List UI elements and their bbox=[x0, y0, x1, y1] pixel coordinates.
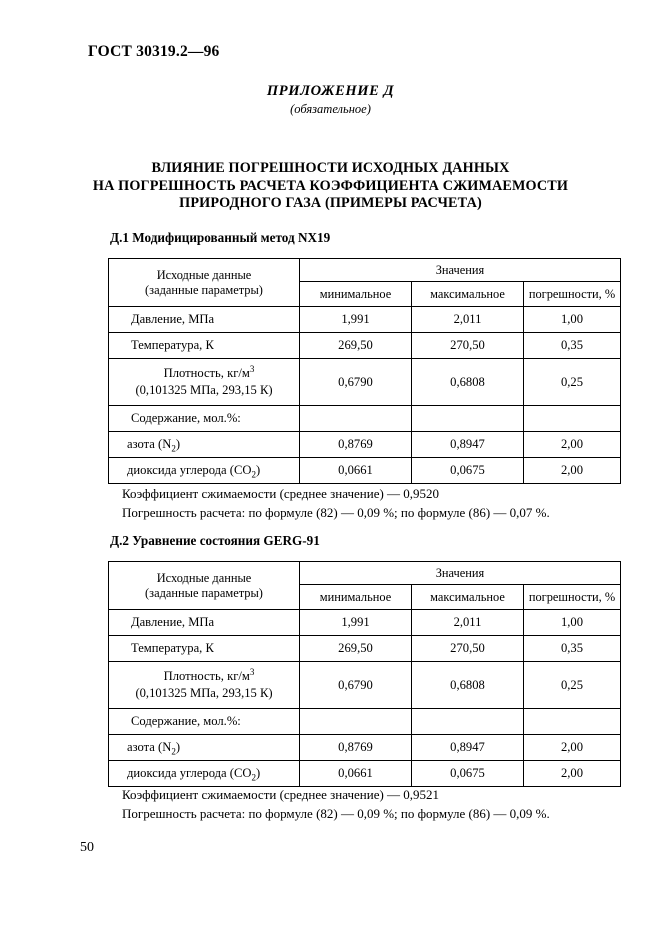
cell-min: 0,6790 bbox=[300, 359, 412, 406]
cell-min: 269,50 bbox=[300, 636, 412, 662]
table-row bbox=[109, 662, 621, 709]
column-header-error: погрешности, % bbox=[524, 585, 621, 610]
cell-error bbox=[524, 709, 621, 735]
table-row bbox=[109, 359, 621, 406]
table-body bbox=[109, 610, 621, 787]
cell-max: 270,50 bbox=[412, 636, 524, 662]
table-row bbox=[109, 761, 621, 787]
page-number: 50 bbox=[80, 840, 94, 855]
cell-max: 2,011 bbox=[412, 610, 524, 636]
table-header bbox=[109, 562, 621, 610]
row-label-temperature: Температура, К bbox=[109, 333, 300, 359]
cell-error: 2,00 bbox=[524, 432, 621, 458]
cell-error: 0,35 bbox=[524, 333, 621, 359]
section-heading-d1: Д.1 Модифицированный метод NX19 bbox=[110, 230, 331, 245]
cell-max bbox=[412, 406, 524, 432]
row-label-nitrogen: азота $(N_2)$ bbox=[109, 432, 300, 458]
table-row bbox=[109, 636, 621, 662]
row-label-nitrogen: азота $(N_2)$ bbox=[109, 735, 300, 761]
table-body bbox=[109, 307, 621, 484]
row-label-density-line-2: (0,101325 МПа, 293,15 К) bbox=[135, 686, 273, 700]
row-label-pressure: Давление, МПа bbox=[109, 307, 300, 333]
row-label-density bbox=[109, 359, 300, 406]
appendix-name: ПРИЛОЖЕНИЕ Д bbox=[266, 83, 395, 99]
row-label-content: Содержание, мол.%: bbox=[109, 406, 300, 432]
column-group-header-values: Значения bbox=[300, 562, 621, 585]
cell-max: 0,8947 bbox=[412, 735, 524, 761]
page-title bbox=[0, 160, 661, 213]
cell-error: 1,00 bbox=[524, 610, 621, 636]
cell-min: 0,8769 bbox=[300, 432, 412, 458]
row-label-density-line-1: Плотность, $кг/м^3$ bbox=[163, 363, 255, 380]
table-row bbox=[109, 333, 621, 359]
cell-min bbox=[300, 406, 412, 432]
table-row bbox=[109, 735, 621, 761]
table-row bbox=[109, 406, 621, 432]
row-label-density bbox=[109, 662, 300, 709]
cell-max bbox=[412, 709, 524, 735]
appendix-caption bbox=[0, 83, 661, 117]
note-compressibility-factor: Коэффициент сжимаемости (среднее значение) — 0,9521 bbox=[122, 787, 440, 802]
row-label-content: Содержание, мол.%: bbox=[109, 709, 300, 735]
row-label-carbon-dioxide: диоксида углерода $(СО_2)$ bbox=[109, 761, 300, 787]
row-label-pressure: Давление, МПа bbox=[109, 610, 300, 636]
table-row bbox=[109, 307, 621, 333]
standard-designation-header: ГОСТ 30319.2—96 bbox=[88, 43, 220, 60]
cell-max: 0,8947 bbox=[412, 432, 524, 458]
note-calculation-error: Погрешность расчета: по формуле (82) — 0,09 %; по формуле (86) — 0,09 %. bbox=[122, 805, 550, 821]
cell-min: 0,8769 bbox=[300, 735, 412, 761]
cell-min: 269,50 bbox=[300, 333, 412, 359]
section-heading-d2: Д.2 Уравнение состояния GERG-91 bbox=[110, 533, 320, 548]
row-label-temperature: Температура, К bbox=[109, 636, 300, 662]
column-group-header-values: Значения bbox=[300, 259, 621, 282]
column-header-params-line-1: Исходные данные bbox=[156, 267, 252, 282]
cell-max: 0,0675 bbox=[412, 761, 524, 787]
table-row bbox=[109, 432, 621, 458]
appendix-kind: (обязательное) bbox=[290, 102, 371, 116]
cell-min: 0,6790 bbox=[300, 662, 412, 709]
cell-error: 2,00 bbox=[524, 458, 621, 484]
column-header-max: максимальное bbox=[412, 282, 524, 307]
column-header-params-line-2: (заданные параметры) bbox=[145, 282, 263, 297]
cell-error: 1,00 bbox=[524, 307, 621, 333]
cell-error bbox=[524, 406, 621, 432]
column-header-max: максимальное bbox=[412, 585, 524, 610]
cell-min: 1,991 bbox=[300, 307, 412, 333]
cell-max: 0,6808 bbox=[412, 359, 524, 406]
cell-min bbox=[300, 709, 412, 735]
notes-nx19 bbox=[122, 485, 550, 522]
row-label-density-line-2: (0,101325 МПа, 293,15 К) bbox=[135, 383, 273, 397]
row-label-carbon-dioxide: диоксида углерода $(СО_2)$ bbox=[109, 458, 300, 484]
cell-max: 0,0675 bbox=[412, 458, 524, 484]
column-header-params-line-2: (заданные параметры) bbox=[145, 585, 263, 600]
cell-error: 2,00 bbox=[524, 735, 621, 761]
table-row bbox=[109, 709, 621, 735]
cell-error: 0,25 bbox=[524, 662, 621, 709]
column-header-params-line-1: Исходные данные bbox=[156, 570, 252, 585]
page-title-line-3: ПРИРОДНОГО ГАЗА (ПРИМЕРЫ РАСЧЕТА) bbox=[179, 195, 482, 212]
column-header-min: минимальное bbox=[300, 585, 412, 610]
page-title-line-1: ВЛИЯНИЕ ПОГРЕШНОСТИ ИСХОДНЫХ ДАННЫХ bbox=[151, 160, 510, 176]
column-header-params bbox=[109, 562, 300, 610]
column-header-params bbox=[109, 259, 300, 307]
column-header-min: минимальное bbox=[300, 282, 412, 307]
column-header-error: погрешности, % bbox=[524, 282, 621, 307]
table-row bbox=[109, 458, 621, 484]
cell-min: 1,991 bbox=[300, 610, 412, 636]
cell-error: 2,00 bbox=[524, 761, 621, 787]
table-row bbox=[109, 610, 621, 636]
cell-max: 2,011 bbox=[412, 307, 524, 333]
cell-min: 0,0661 bbox=[300, 458, 412, 484]
cell-max: 270,50 bbox=[412, 333, 524, 359]
note-compressibility-factor: Коэффициент сжимаемости (среднее значение) — 0,9520 bbox=[122, 486, 440, 501]
page-title-line-2: НА ПОГРЕШНОСТЬ РАСЧЕТА КОЭФФИЦИЕНТА СЖИМАЕМОСТИ bbox=[92, 177, 569, 194]
table-header bbox=[109, 259, 621, 307]
cell-error: 0,35 bbox=[524, 636, 621, 662]
cell-max: 0,6808 bbox=[412, 662, 524, 709]
table-nx19 bbox=[108, 258, 621, 484]
note-calculation-error: Погрешность расчета: по формуле (82) — 0,09 %; по формуле (86) — 0,07 %. bbox=[122, 504, 550, 520]
table-gerg91 bbox=[108, 561, 621, 787]
cell-error: 0,25 bbox=[524, 359, 621, 406]
notes-gerg91 bbox=[122, 786, 550, 823]
row-label-density-line-1: Плотность, $кг/м^3$ bbox=[163, 666, 255, 683]
cell-min: 0,0661 bbox=[300, 761, 412, 787]
